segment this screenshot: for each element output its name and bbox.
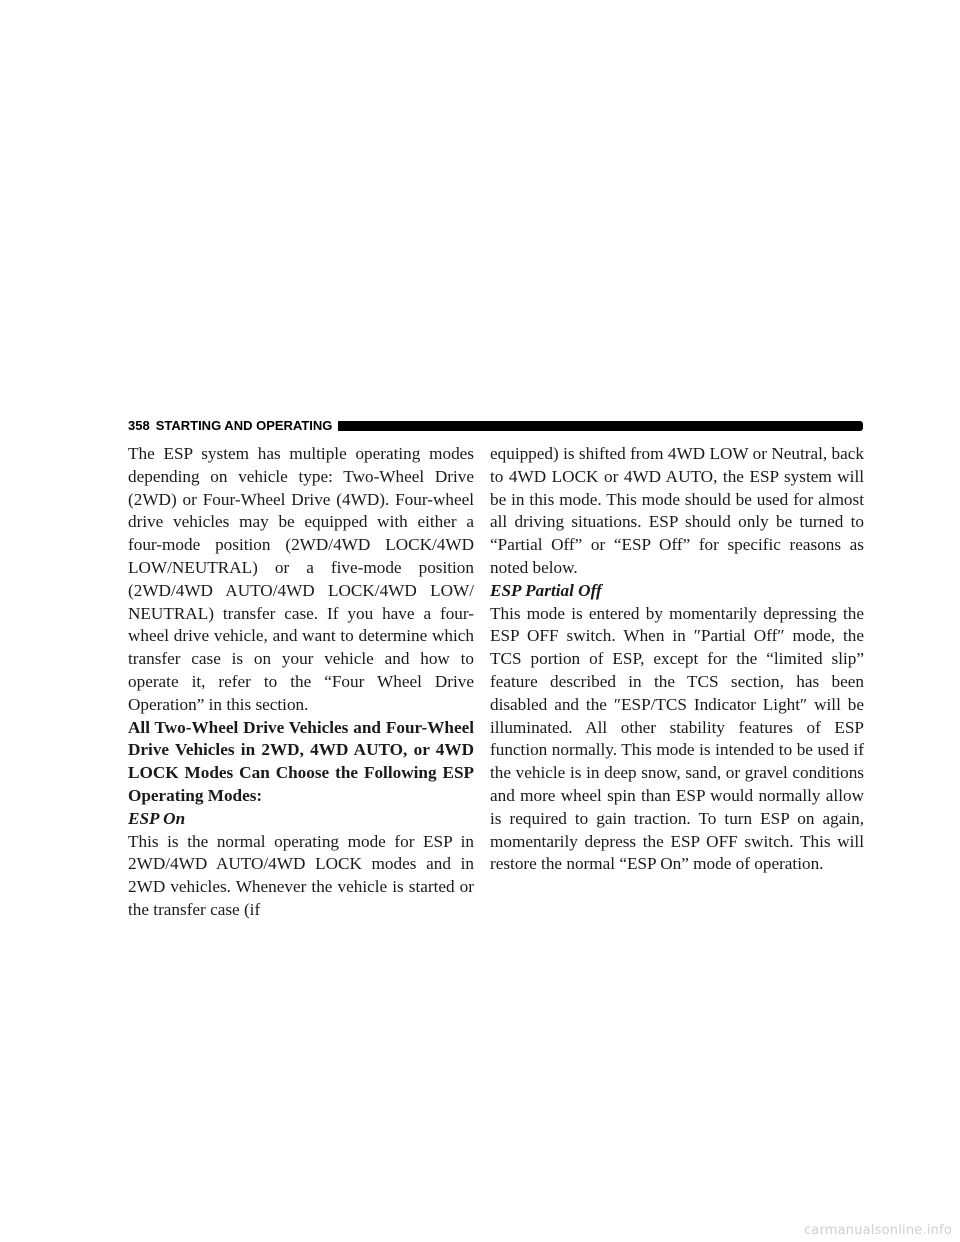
esp-on-title: ESP On <box>128 808 186 828</box>
intro-paragraph: The ESP system has multiple operating modes depending on vehicle type: Two-Wheel Drive (2WD) or Four-Wheel Drive (4WD). Four-wheel drive vehicles may be equipped with either a four-mode position (2WD/4WD LOCK/4WD LOW/NEUTRAL) or a five-mode position (2WD/4WD AUTO/4WD LOCK/4WD LOW/ NEUTRAL) transfer case. If you have a four-wheel drive vehicle, and want to determine which transfer case is on your vehicle and how to operate it, refer to the “Four Wheel Drive Operation” in this section. <box>128 444 474 714</box>
esp-partial-off-title: ESP Partial Off <box>490 580 602 600</box>
esp-partial-off-text: This mode is entered by momentarily depressing the ESP OFF switch. When in ″Partial Off″ mode, the TCS portion of ESP, except for the “limited slip” feature described in the TCS section, has been disabled and the ″ESP/TCS Indicator Light″ will be illuminated. All other stability features of ESP function normally. This mode is intended to be used if the vehicle is in deep snow, sand, or gravel conditions and more wheel spin than ESP would normally allow is required to gain traction. To turn ESP on again, momentarily depress the ESP OFF switch. This will restore the normal “ESP On” mode of operation. <box>490 603 864 874</box>
watermark: carmanualsonline.info <box>803 1223 952 1238</box>
esp-on-text: This is the normal operating mode for ESP in 2WD/4WD AUTO/4WD LOCK modes and in 2WD vehicles. Whenever the vehicle is started or the transfer case (if <box>128 831 474 919</box>
modes-heading: All Two-Wheel Drive Vehicles and Four-Wheel Drive Vehicles in 2WD, 4WD AUTO, or 4WD LOCK Modes Can Choose the Following ESP Operating Modes: <box>128 717 474 805</box>
page-number: 358 <box>128 418 150 433</box>
left-column <box>128 443 474 922</box>
header-rule <box>338 421 863 431</box>
esp-on-continued: equipped) is shifted from 4WD LOW or Neutral, back to 4WD LOCK or 4WD AUTO, the ESP system will be in this mode. This mode should be used for almost all driving situations. ESP should only be turned to “Partial Off” or “ESP Off” for specific reasons as noted below. <box>490 444 864 577</box>
right-column <box>490 443 864 876</box>
section-title: STARTING AND OPERATING <box>155 418 333 433</box>
page-header <box>128 417 863 435</box>
